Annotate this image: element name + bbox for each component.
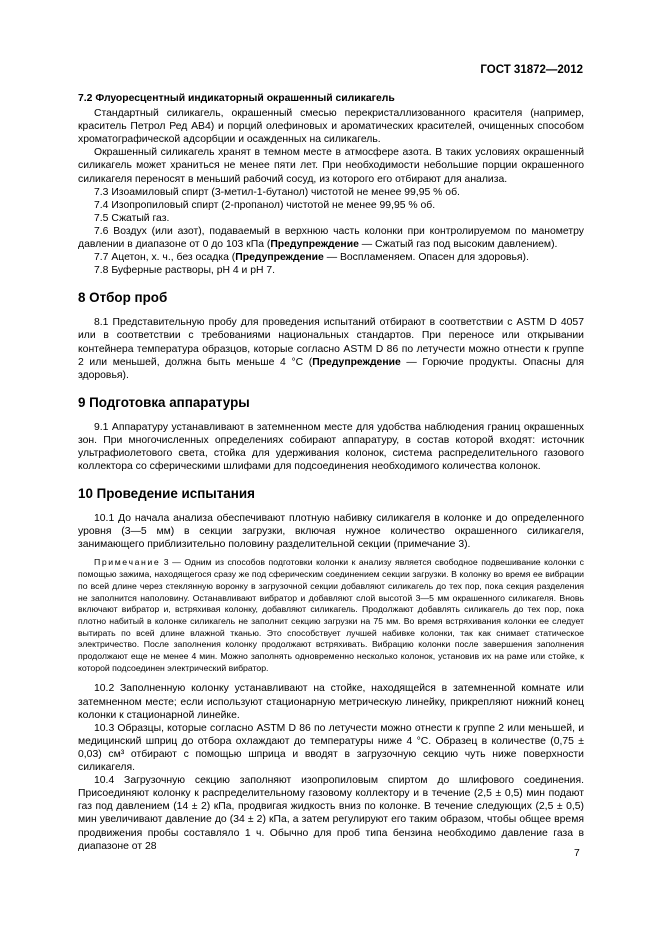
item-7-4: 7.4 Изопропиловый спирт (2-пропанол) чистотой не менее 99,95 % об. [94,199,436,211]
warning-label: Предупреждение [270,239,359,251]
paragraph-10-4: 10.4 Загрузочную секцию заполняют изопропиловым спиртом до шлифового соединения. Присоединяют колонку к распределительному газовому коллектору и в течение (2,5 ± 0,5) мин подают газ под давлением (14 ± 2) кПа, продвигая жидкость вниз по колонке. В течение следующих (2,5 ± 0,5) мин увеличивают давление до (34 ± 2) кПа, а затем регулируют его таким образом, чтобы общее время продвижения пробы составляло 1 ч. Обычно для проб типа бензина необходимо давление газа в диапазоне от 28 [78,775,584,852]
note-text: 3 — Одним из способов подготовки колонки к анализу является свободное подвешивание колонки с помощью зажима, находящегося сразу же под сферическим соединением секции загрузки. В колонку во время ее вибрации по всей длине через стеклянную воронку в загрузочной секции добавляют силикагель до тех пор, пока секция разделения не заполнится наполовину. Останавливают вибратор и добавляют слой высотой 3—5 мм окрашенного силикагеля. Вновь включают вибратор и, встряхивая колонку, добавляют силикагель. Продолжают добавлять силикагель до тех пор, пока плотно набитый в колонке силикагель не заполнит секцию загрузки на 75 мм. Во время встряхивания колонки ее следует вытирать по всей длине влажной тканью. Это способствует лучшей набивке колонки, так как снимает статическое электричество. После заполнения колонку продолжают встряхивать. Вибрацию колонки после завершения заполнения продолжают еще не менее 4 мин. Можно заполнять одновременно несколько колонок, установив их на раме или стойке, к которой подсоединен электрический вибратор. [78,557,584,673]
section-7-2-title: 7.2 Флуоресцентный индикаторный окрашенный силикагель [78,93,395,104]
document-id: ГОСТ 31872—2012 [480,64,583,76]
item-7-8: 7.8 Буферные растворы, рН 4 и рН 7. [94,265,276,277]
section-10-heading: 10 Проведение испытания [78,486,255,502]
item-7-3: 7.3 Изоамиловый спирт (3-метил-1-бутанол) чистотой не менее 99,95 % об. [94,186,460,198]
paragraph-10-1: 10.1 До начала анализа обеспечивают плотную набивку силикагеля в колонке и до определенного уровня (3—5 мм) в секции загрузки, включая нужное количество окрашенного силикагеля, занимающего приблизительно половину разделительной секции (примечание 3). [78,513,584,551]
section-8-heading: 8 Отбор проб [78,290,168,306]
paragraph-8-1 [78,316,584,381]
paragraph-9-1: 9.1 Аппаратуру устанавливают в затемненном месте для удобства наблюдения границ окрашенных зон. При многочисленных определениях собирают аппаратуру, в состав которой входят: источник ультрафиолетового света, стойка для удерживания колонок, система распределительного газового коллектора со сферическими шлифами для подсоединения необходимого количества колонок. [78,421,584,473]
note-3 [78,557,584,674]
paragraph-8-1-text: 8.1 Представительную пробу для проведения испытаний отбирают в соответствии с ASTM D 4057 или в соответствии с требованиями национальных стандартов. При переносе или открывании контейнера температура образцов, которые согласно ASTM D 86 по летучести можно отнести к группе 2 или меньшей, должна быть меньше 4 °С ( [78,317,584,368]
paragraph-10-3: 10.3 Образцы, которые согласно ASTM D 86 по летучести можно отнести к группе 2 или меньшей, и медицинский шприц до отбора охлаждают до температуры ниже 4 °С. Образец в количестве (0,75 ± 0,03) см³ отбирают с помощью шприца и вводят в загрузочную секцию чуть ниже поверхности силикагеля. [78,722,584,774]
item-7-5: 7.5 Сжатый газ. [94,212,170,224]
note-label: Примечание [94,557,161,568]
page-content [78,92,584,853]
item-7-7 [78,251,584,264]
paragraph-10-2: 10.2 Заполненную колонку устанавливают на стойке, находящейся в затемненной комнате или затемненном месте; если используют стационарную метрическую линейку, прикрепляют нижний конец колонки к стационарной линейке. [78,683,584,721]
item-7-7-warning-text: — Воспламеняем. Опасен для здоровья). [323,252,529,264]
paragraph-8-1-warning-text: — Горючие продукты. Опасны для здоровья). [78,356,584,381]
item-7-6-warning-text: — Сжатый газ под высоким давлением). [358,239,558,251]
paragraph: Стандартный силикагель, окрашенный смесью перекристаллизованного красителя (например, краситель Петрол Ред АВ4) и порций олефиновых и ароматических красителей, очищенных способом хроматографической адсорбции и осажденных на силикагель. [78,108,584,146]
section-9-heading: 9 Подготовка аппаратуры [78,394,250,410]
item-7-6 [78,225,584,251]
item-7-6-text: 7.6 Воздух (или азот), подаваемый в верхнюю часть колонки при контролируемом по манометру давлении в диапазоне от 0 до 103 кПа ( [78,225,584,251]
warning-label: Предупреждение [312,356,401,368]
item-7-7-text: 7.7 Ацетон, х. ч., без осадка ( [94,252,236,264]
paragraph: Окрашенный силикагель хранят в темном месте в атмосфере азота. В таких условиях окрашенный силикагель может храниться не менее пяти лет. При необходимости небольшие порции окрашенного силикагеля переносят в меньший рабочий сосуд, из которого его отбирают для анализа. [78,147,584,185]
warning-label: Предупреждение [235,252,324,264]
page-number: 7 [574,848,580,859]
